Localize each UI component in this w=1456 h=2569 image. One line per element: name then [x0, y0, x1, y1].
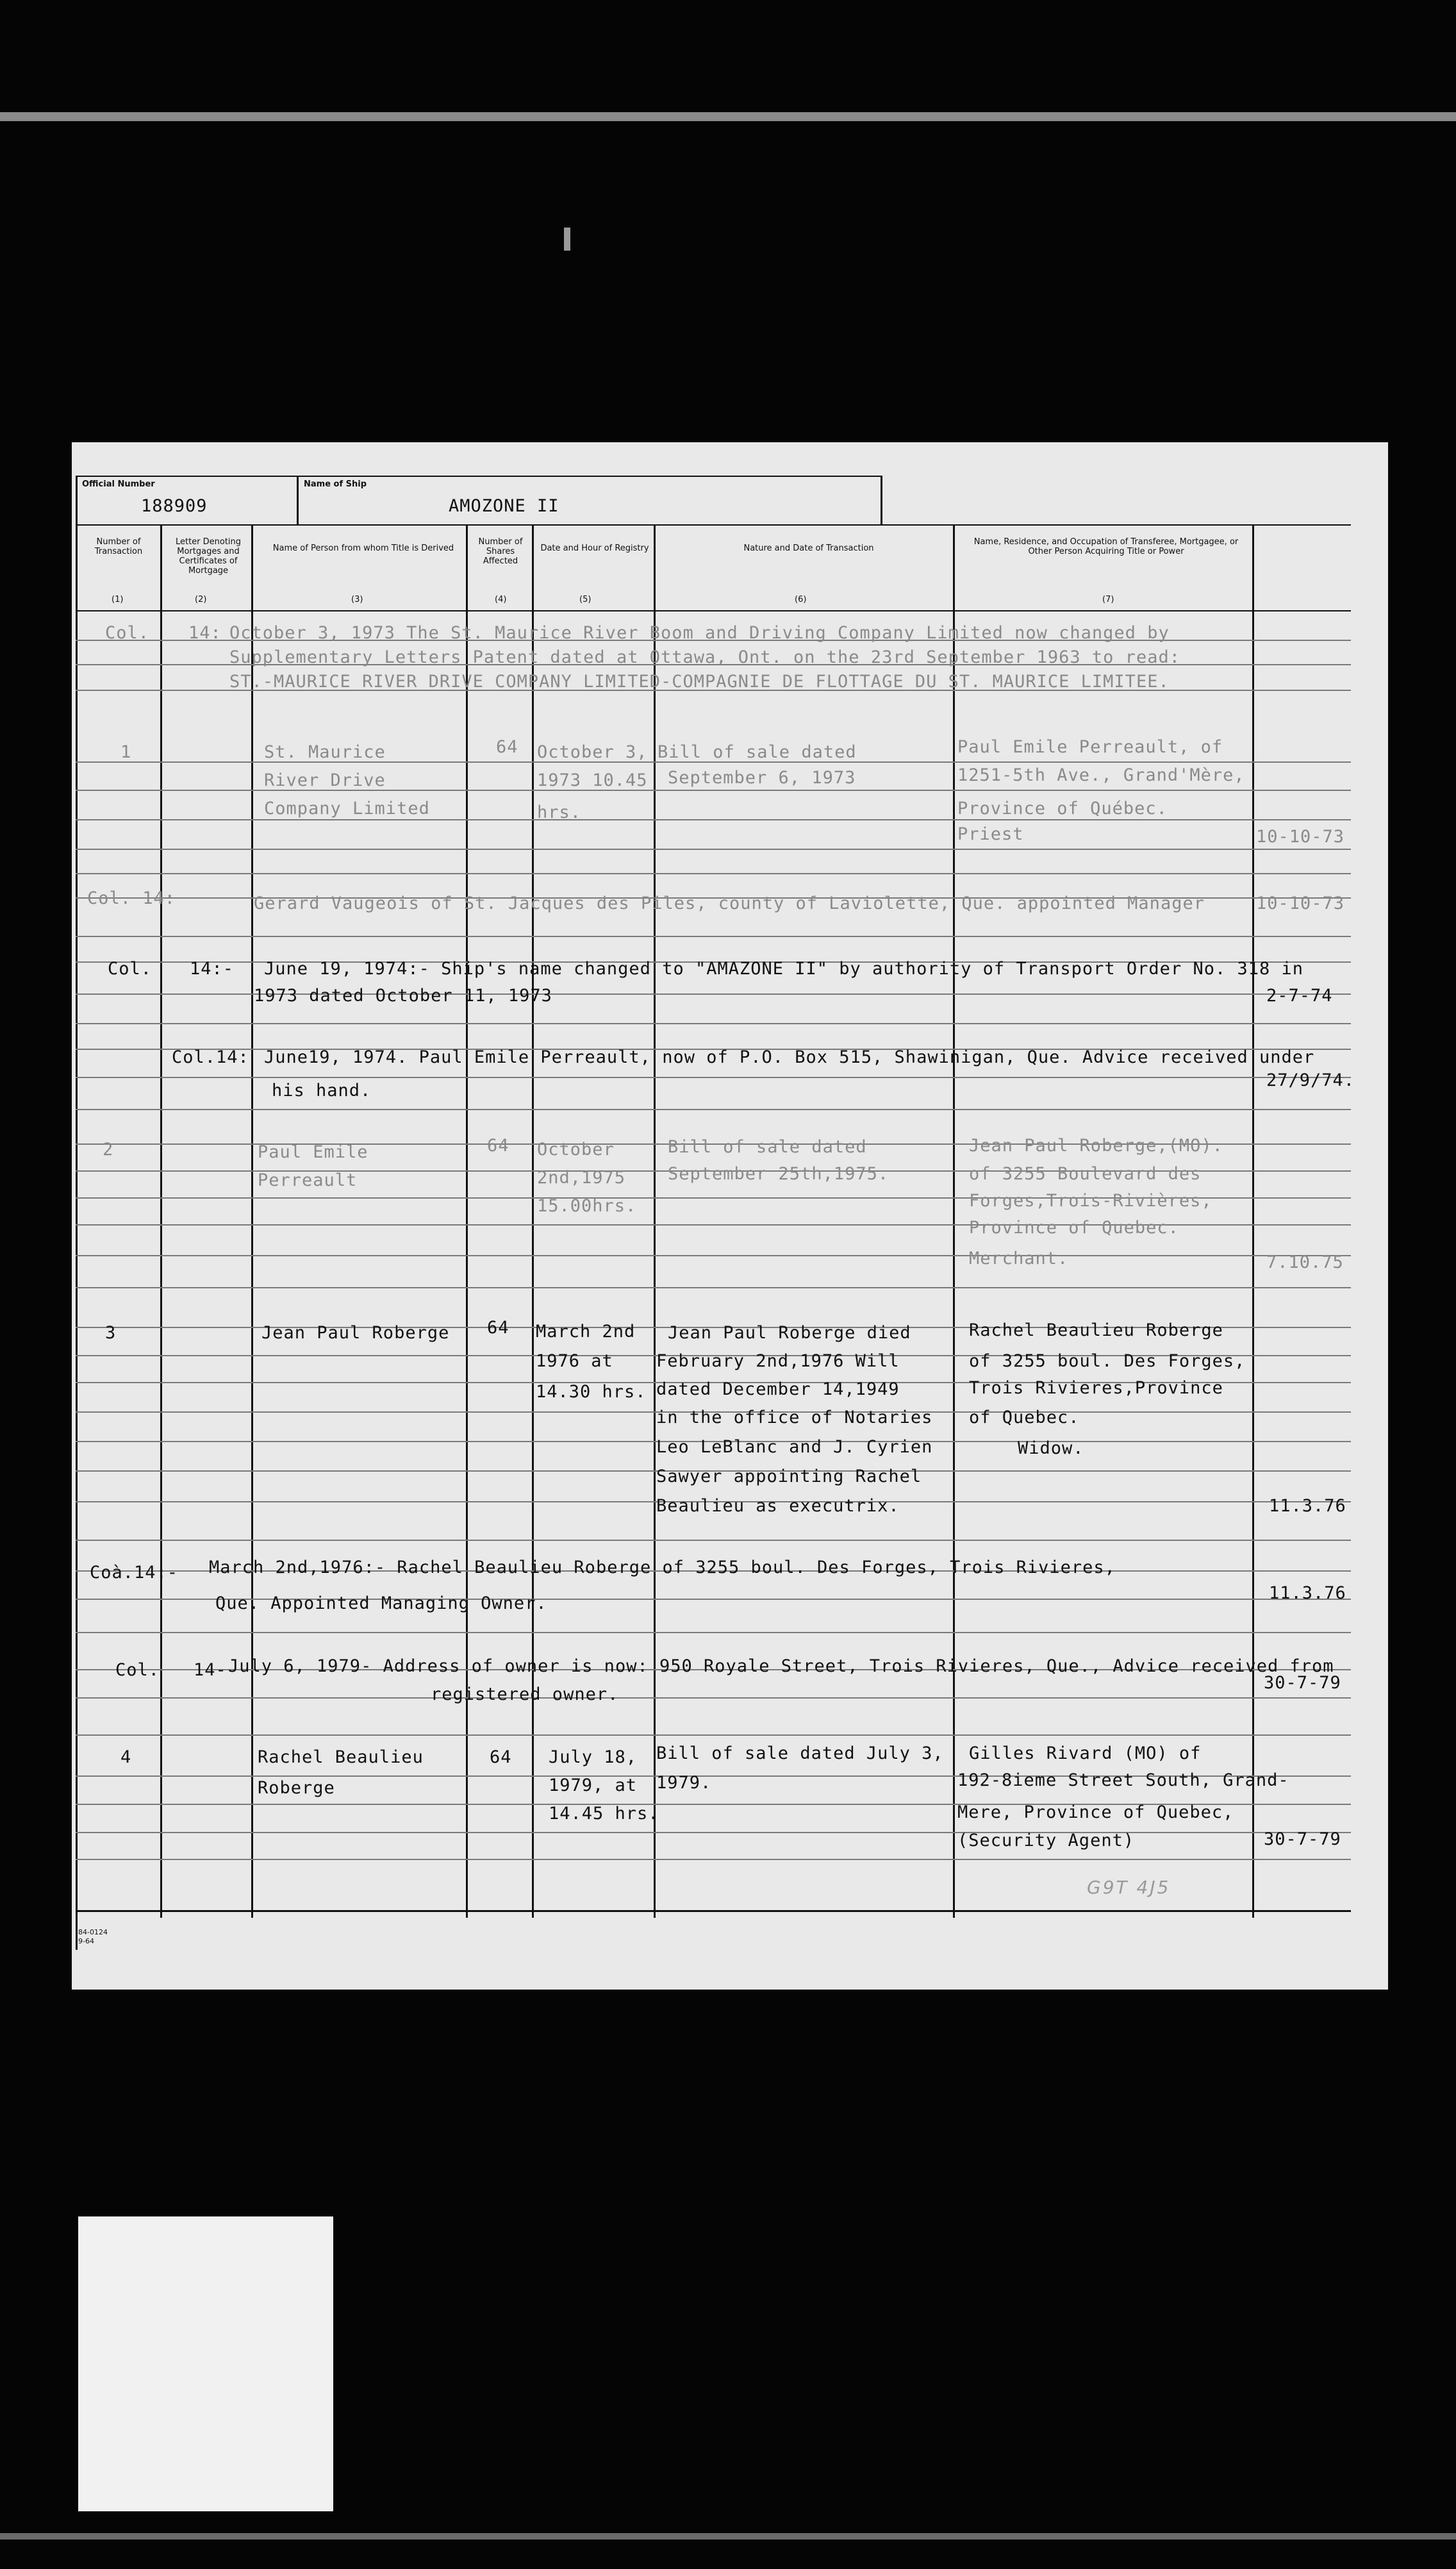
- col-num-3: (3): [351, 595, 363, 604]
- entry-text: Supplementary Letters Patent dated at Ottawa, Ont. on the 23rd September 1963 to read:: [229, 647, 1180, 667]
- ruled-line: [76, 1077, 1351, 1078]
- entry-date: 30-7-79: [1264, 1829, 1341, 1849]
- transaction-number: 3: [105, 1323, 117, 1343]
- entry-text: March 2nd,1976:- Rachel Beaulieu Roberge of 3255 boul. Des Forges, Trois Rivieres,: [209, 1558, 1116, 1577]
- transaction-number: 1: [120, 742, 132, 762]
- ruled-line: [76, 1832, 1351, 1833]
- col-rule-1: [160, 526, 162, 1918]
- transferor-name: Roberge: [258, 1778, 335, 1798]
- transferee: 192-8ieme Street South, Grand-: [957, 1770, 1289, 1790]
- registry-date: 14.30 hrs.: [536, 1382, 647, 1402]
- transferee: Mere, Province of Quebec,: [957, 1802, 1234, 1822]
- film-speck: [564, 228, 570, 251]
- transferee: Forges,Trois-Rivières,: [969, 1191, 1212, 1211]
- film-leader-patch: [78, 2216, 333, 2511]
- transaction-nature: Bill of sale dated July 3,: [656, 1743, 944, 1763]
- transferor-name: St. Maurice: [264, 742, 386, 762]
- header-right-edge: [881, 476, 882, 524]
- header-top-rule: [76, 476, 882, 477]
- transaction-nature: Leo LeBlanc and J. Cyrien: [656, 1437, 933, 1457]
- entry-text: June19, 1974. Paul Emile Perreault, now of P.O. Box 515, Shawinigan, Que. Advice received under: [264, 1047, 1315, 1067]
- col-header-3: Name of Person from whom Title is Derived: [272, 544, 454, 553]
- registry-date: October: [537, 1140, 615, 1160]
- col-header-6: Nature and Date of Transaction: [743, 544, 874, 553]
- entry-date: 11.3.76: [1269, 1496, 1346, 1516]
- entry-text: Gerard Vaugeois of St. Jacques des Piles, county of Laviolette, Que. appointed Manager: [254, 894, 1205, 913]
- entry-col-label: Col.: [105, 623, 150, 643]
- transaction-nature: September 6, 1973: [668, 768, 856, 788]
- shares-affected: 64: [487, 1136, 509, 1156]
- transaction-nature: September 25th,1975.: [668, 1164, 889, 1184]
- form-code-line-2: 9-64: [78, 1937, 94, 1945]
- transferor-name: Jean Paul Roberge: [261, 1323, 450, 1343]
- ruled-line: [76, 1023, 1351, 1024]
- transferee: Widow.: [1018, 1438, 1084, 1458]
- ship-name-label: Name of Ship: [304, 479, 367, 489]
- transaction-nature: in the office of Notaries: [656, 1408, 933, 1427]
- ruled-line: [76, 1734, 1351, 1736]
- transferee: Trois Rivieres,Province: [969, 1378, 1223, 1398]
- registry-date: 1976 at: [536, 1351, 613, 1371]
- form-code: [78, 1928, 108, 1946]
- col-rule-6: [953, 526, 955, 1918]
- header-row-rule: [76, 610, 1351, 611]
- entry-text: October 3, 1973 The St. Maurice River Boom and Driving Company Limited now changed by: [229, 623, 1170, 643]
- ruled-line: [76, 849, 1351, 850]
- transferee: Jean Paul Roberge,(MO).: [969, 1136, 1223, 1156]
- transaction-nature: February 2nd,1976 Will: [656, 1351, 900, 1371]
- entry-text: Que. Appointed Managing Owner.: [215, 1593, 547, 1613]
- ruled-line: [76, 1540, 1351, 1541]
- transferee: Province of Québec.: [957, 799, 1168, 819]
- ship-name: AMOZONE II: [449, 496, 559, 516]
- shares-affected: 64: [490, 1747, 512, 1767]
- shares-affected: 64: [487, 1318, 509, 1338]
- entry-col-label: Coà.14:-: [90, 1563, 179, 1583]
- ruled-line: [76, 1287, 1351, 1288]
- ruled-line: [76, 936, 1351, 937]
- film-edge-bottom: [0, 2533, 1456, 2540]
- col-header-7: Name, Residence, and Occupation of Transferee, Mortgagee, or Other Person Acquiring Title or Power: [973, 537, 1239, 556]
- transferee: Priest: [957, 824, 1024, 844]
- entry-date: 10-10-73: [1256, 894, 1345, 913]
- transaction-nature: Bill of sale dated: [668, 1137, 867, 1157]
- col-rule-5: [654, 526, 656, 1918]
- ruled-line: [76, 819, 1351, 820]
- col-num-6: (6): [795, 595, 807, 604]
- entry-text: ST.-MAURICE RIVER DRIVE COMPANY LIMITED-COMPAGNIE DE FLOTTAGE DU ST. MAURICE LIMITEE.: [229, 672, 1170, 692]
- col-rule-3: [466, 526, 468, 1918]
- entry-col-label: Col. 14:: [87, 888, 176, 908]
- official-number: 188909: [141, 496, 208, 516]
- transferee: Province of Quebec.: [969, 1218, 1179, 1238]
- entry-date: 27/9/74.: [1266, 1070, 1355, 1090]
- col-num-5: (5): [579, 595, 592, 604]
- entry-date: 2-7-74: [1266, 986, 1333, 1006]
- registry-date: 1979, at: [549, 1775, 638, 1795]
- transaction-nature: Sawyer appointing Rachel: [656, 1467, 922, 1486]
- col-rule-2: [251, 526, 253, 1918]
- ruled-line: [76, 1632, 1351, 1633]
- ruled-line: [76, 873, 1351, 874]
- bottom-rule: [76, 1910, 1351, 1912]
- entry-text: 1973 dated October 11, 1973: [254, 986, 552, 1006]
- ruled-line: [76, 1859, 1351, 1860]
- handwritten-postal-code: G9T 4J5: [1087, 1877, 1171, 1898]
- transaction-nature: Beaulieu as executrix.: [656, 1496, 900, 1516]
- shares-affected: 64: [496, 737, 518, 757]
- entry-date: 11.3.76: [1269, 1583, 1346, 1603]
- registry-date: March 2nd: [536, 1322, 636, 1342]
- registry-date: 1973 10.45: [537, 770, 648, 790]
- col-num-7: (7): [1102, 595, 1114, 604]
- registry-page: [72, 442, 1388, 1990]
- entry-text: June 19, 1974:- Ship's name changed to "AMAZONE II" by authority of Transport Order No. 318 in: [264, 959, 1304, 979]
- transferee: Paul Emile Perreault, of: [957, 737, 1223, 757]
- registry-date: hrs.: [537, 802, 582, 822]
- entry-text: his hand.: [272, 1081, 372, 1101]
- transferee: 1251-5th Ave., Grand'Mère,: [957, 765, 1245, 785]
- transferee: of 3255 boul. Des Forges,: [969, 1351, 1246, 1371]
- entry-col-label: Col.: [115, 1660, 160, 1680]
- header-divider: [297, 476, 299, 524]
- entry-col-num: 14-: [194, 1660, 227, 1680]
- transferee: of 3255 Boulevard des: [969, 1164, 1202, 1184]
- transferee: Gilles Rivard (MO) of: [969, 1743, 1202, 1763]
- transferee: Merchant.: [969, 1249, 1069, 1268]
- entry-col-num: 14:-: [190, 959, 235, 979]
- ruled-line: [76, 1697, 1351, 1699]
- transferor-name: Rachel Beaulieu: [258, 1747, 424, 1767]
- ruled-line: [76, 1255, 1351, 1256]
- transaction-nature: dated December 14,1949: [656, 1379, 900, 1399]
- entry-date: 7.10.75: [1266, 1252, 1344, 1272]
- entry-text: registered owner.: [431, 1684, 619, 1704]
- entry-col-label: Col.: [108, 959, 153, 979]
- transferor-name: Perreault: [258, 1170, 358, 1190]
- registry-date: 2nd,1975: [537, 1168, 626, 1188]
- official-number-label: Official Number: [82, 479, 155, 489]
- entry-col-num: 14:: [188, 623, 222, 643]
- col-num-4: (4): [495, 595, 507, 604]
- transaction-number: 2: [103, 1140, 114, 1160]
- form-code-line-1: 84-0124: [78, 1928, 108, 1936]
- transferee: Rachel Beaulieu Roberge: [969, 1320, 1223, 1340]
- registry-date: October 3,: [537, 742, 648, 762]
- col-header-1: Number of Transaction: [94, 537, 143, 556]
- entry-col-label: Col.14:: [172, 1047, 249, 1067]
- transaction-nature: Jean Paul Roberge died: [668, 1323, 911, 1343]
- film-edge-top: [0, 112, 1456, 121]
- transferor-name: River Drive: [264, 770, 386, 790]
- transferee: (Security Agent): [957, 1831, 1135, 1850]
- header-bottom-rule: [76, 524, 1351, 526]
- col-num-1: (1): [112, 595, 124, 604]
- transferor-name: Company Limited: [264, 799, 430, 819]
- ruled-line: [76, 1109, 1351, 1110]
- left-border: [76, 476, 78, 1950]
- transaction-nature: Bill of sale dated: [658, 742, 857, 762]
- col-header-4: Number of Shares Affected: [478, 537, 523, 566]
- registry-date: 15.00hrs.: [537, 1196, 637, 1216]
- transferor-name: Paul Emile: [258, 1142, 368, 1162]
- col-rule-4: [532, 526, 534, 1918]
- col-rule-7: [1252, 526, 1254, 1918]
- col-num-2: (2): [195, 595, 207, 604]
- entry-date: 10-10-73: [1256, 827, 1345, 847]
- transaction-nature: 1979.: [656, 1773, 712, 1793]
- col-header-2: Letter Denoting Mortgages and Certificates of Mortgage: [175, 537, 242, 576]
- transaction-number: 4: [120, 1747, 132, 1767]
- registry-date: July 18,: [549, 1747, 638, 1767]
- transferee: of Quebec.: [969, 1408, 1080, 1427]
- entry-text: July 6, 1979- Address of owner is now: 950 Royale Street, Trois Rivieres, Que., Advice received from: [228, 1656, 1334, 1676]
- registry-date: 14.45 hrs.: [549, 1804, 659, 1824]
- entry-date: 30-7-79: [1264, 1673, 1341, 1693]
- col-header-5: Date and Hour of Registry: [540, 544, 649, 553]
